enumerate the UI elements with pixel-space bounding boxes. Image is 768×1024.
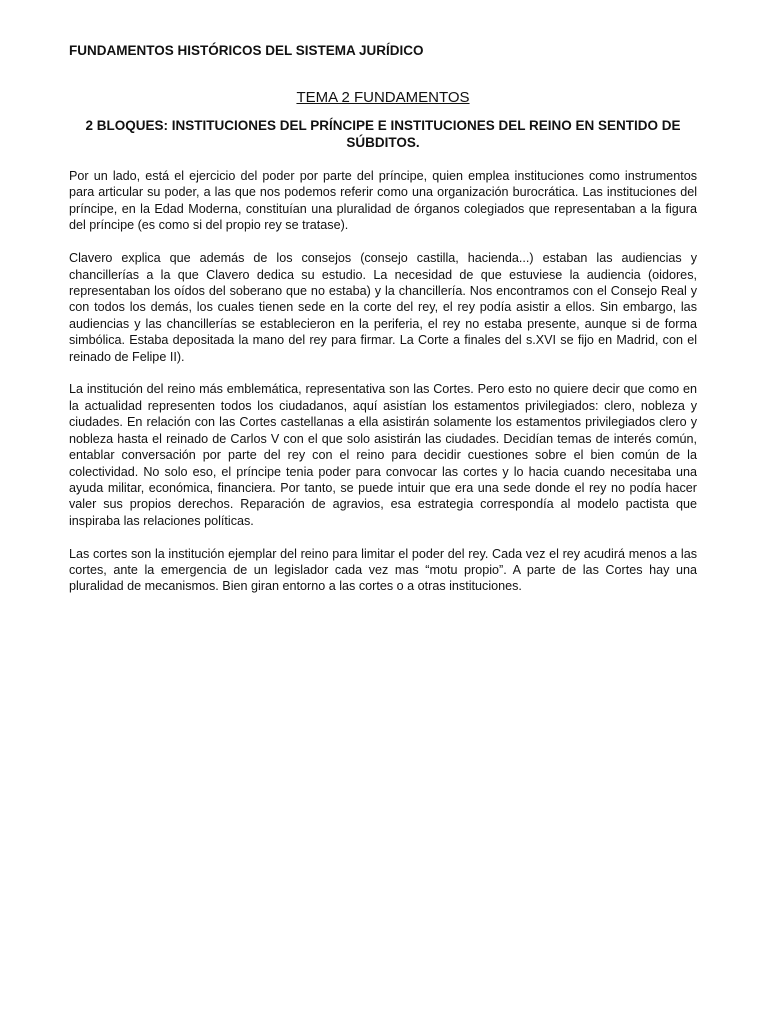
- document-body: [69, 168, 697, 611]
- paragraph-1: Por un lado, está el ejercicio del poder por parte del príncipe, quien emplea instituciones como instrumentos para articular su poder, a las que nos podemos referir como una organización burocrática. Las instituciones del príncipe, en la Edad Moderna, constituían una pluralidad de órganos colegiados que representaban a la figura del príncipe (es como si del propio rey se tratase).: [69, 169, 697, 233]
- document-subtitle: 2 BLOQUES: INSTITUCIONES DEL PRÍNCIPE E INSTITUCIONES DEL REINO EN SENTIDO DE SÚBDITOS.: [85, 118, 681, 150]
- paragraph-3: La institución del reino más emblemática, representativa son las Cortes. Pero esto no quiere decir que como en la actualidad representen todos los ciudadanos, aquí asistían los estamentos privilegiados: clero, nobleza y ciudades. En relación con las Cortes castellanas a ella asistirán solamente los estamentos privilegiados clero y nobleza hasta el reinado de Carlos V con el que solo asistirán las ciudades. Decidían temas de interés común, entablar conversación por parte del rey con el reino para decidir cuestiones sobre el bien común de la colectividad. No solo eso, el príncipe tenia poder para convocar las cortes y lo hacia cuando necesitaba una ayuda militar, económica, financiera. Por tanto, se puede intuir que era una sede donde el rey no podía hacer valer sus propios derechos. Reparación de agravios, esa estrategia correspondía al modelo pactista que inspiraba las relaciones políticas.: [69, 382, 697, 528]
- paragraph-2: Clavero explica que además de los consejos (consejo castilla, hacienda...) estaban las audiencias y chancillerías a la que Clavero dedica su estudio. La necesidad de que estuviese la audiencia (oidores, representaban los oídos del soberano que no estaba) y la chancillería. Nos encontramos con el Consejo Real y con todos los demás, los cuales tienen sede en la corte del rey, el rey podía asistir a ellos. Sin embargo, las audiencias y las chancillerías se establecieron en la periferia, el rey no estaba presente, aunque si de forma simbólica. Estaba depositada la mano del rey para firmar. La Corte a finales del s.XVI se fijo en Madrid, con el reinado de Felipe II).: [69, 251, 697, 364]
- document-title: TEMA 2 FUNDAMENTOS: [296, 89, 470, 106]
- document-header: FUNDAMENTOS HISTÓRICOS DEL SISTEMA JURÍDICO: [69, 43, 424, 58]
- paragraph-4: Las cortes son la institución ejemplar del reino para limitar el poder del rey. Cada vez el rey acudirá menos a las cortes, ante la emergencia de un legislador cada vez mas “motu propio”. A parte de las Cortes hay una pluralidad de mecanismos. Bien giran entorno a las cortes o a otras instituciones.: [69, 546, 697, 594]
